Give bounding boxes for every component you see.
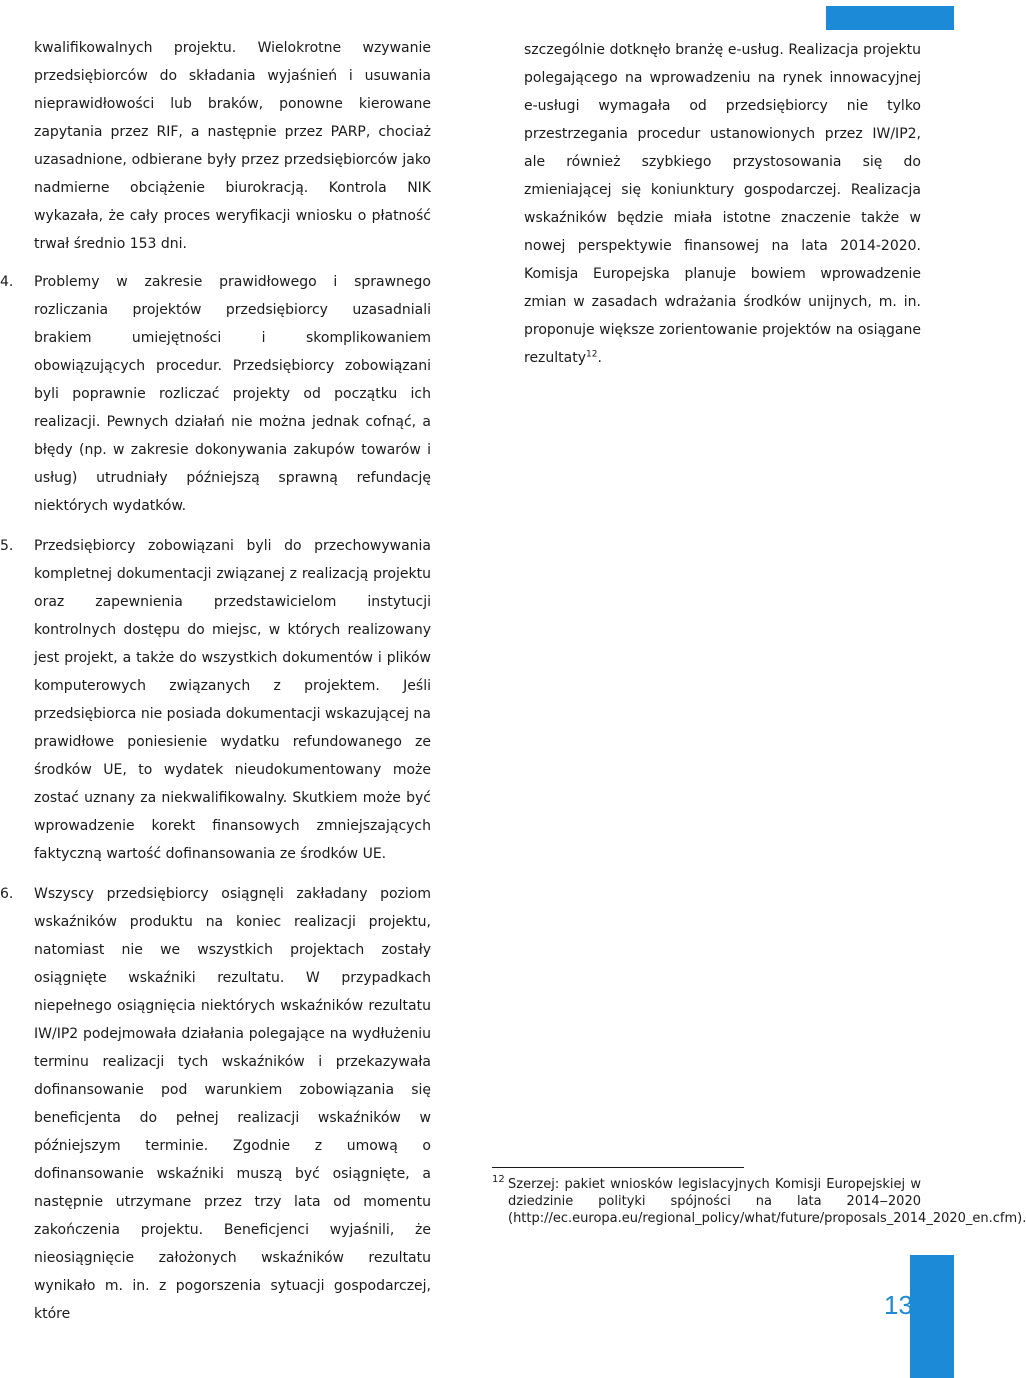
list-item-number: 5. [0,538,14,554]
list-item-text: Przedsiębiorcy zobowiązani byli do przechowywania kompletnej dokumentacji związanej z realizacją projektu oraz zapewnienia przedstawicielom instytucji kontrolnych dostępu do miejsc, w których realizowany jest projekt, a także do wszystkich dokumentów i plików komputerowych związanych z projektem. Jeśli przedsiębiorca nie posiada dokumentacji wskazującej na prawidłowe poniesienie wydatku refundowanego ze środków UE, to wydatek nieudokumentowany może zostać uznany za niekwalifikowalny. Skutkiem może być wprowadzenie korekt finansowych zmniejszających faktyczną wartość dofinansowania ze środków UE. [34,538,431,862]
list-item [0,880,431,1328]
page-number: 13 [884,1290,913,1320]
footnote-reference[interactable]: 12 [586,349,598,360]
page-number-accent-bar [910,1255,954,1378]
right-paragraph [524,36,921,372]
footnote [492,1174,1026,1227]
list-item-number: 6. [0,886,14,902]
list-item-text: Wszyscy przedsiębiorcy osiągnęli zakładany poziom wskaźników produktu na koniec realizacji projektu, natomiast nie we wszystkich projektach zostały osiągnięte wskaźniki rezultatu. W przypadkach niepełnego osiągnięcia niektórych wskaźników rezultatu IW/IP2 podejmowała działania polegające na wydłużeniu terminu realizacji tych wskaźników i przekazywała dofinansowanie pod warunkiem zobowiązania się beneficjenta do pełnej realizacji wskaźników w późniejszym terminie. Zgodnie z umową o dofinansowanie wskaźniki muszą być osiągnięte, a następnie utrzymane przez trzy lata od momentu zakończenia projektu. Beneficjenci wyjaśnili, że nieosiągnięcie założonych wskaźników rezultatu wynikało m. in. z pogorszenia sytuacji gospodarczej, które [34,886,431,1322]
right-paragraph-text: szczególnie dotknęło branżę e-usług. Realizacja projektu polegającego na wprowadzeniu na rynek innowacyjnej e-usługi wymagała od przedsiębiorcy nie tylko przestrzegania procedur ustanowionych przez IW/IP2, ale również szybkiego przystosowania się do zmieniającej się koniunktury gospodarczej. Realizacja wskaźników będzie miała istotne znaczenie także w nowej perspektywie finansowej na lata 2014-2020. Komisja Europejska planuje bowiem wprowadzenie zmian w zasadach wdrażania środków unijnych, m. in. proponuje większe zorientowanie projektów na osiągane rezultaty [524,42,921,366]
footnote-mark: 12 [492,1174,505,1185]
footnote-divider [492,1167,744,1168]
list-item-number: 4. [0,274,14,290]
list-item-text: Problemy w zakresie prawidłowego i sprawnego rozliczania projektów przedsiębiorcy uzasadniali brakiem umiejętności i skomplikowaniem obowiązujących procedur. Przedsiębiorcy zobowiązani byli poprawnie rozliczać projekty od początku ich realizacji. Pewnych działań nie można jednak cofnąć, a błędy (np. w zakresie dokonywania zakupów towarów i usług) utrudniały późniejszą sprawną refundację niektórych wydatków. [34,274,431,514]
header-accent-bar [826,6,954,30]
intro-paragraph: kwalifikowalnych projektu. Wielokrotne wzywanie przedsiębiorców do składania wyjaśnień i usuwania nieprawidłowości lub braków, ponowne kierowane zapytania przez RIF, a następnie przez PARP, chociaż uzasadnione, odbierane były przez przedsiębiorców jako nadmierne obciążenie biurokracją. Kontrola NIK wykazała, że cały proces weryfikacji wniosku o płatność trwał średnio 153 dni. [34,40,431,252]
footnote-text: Szerzej: pakiet wniosków legislacyjnych Komisji Europejskiej w dziedzinie polityki spójności na lata 2014‒2020 (http://ec.europa.eu/regional_policy/what/future/proposals_2014_2020_en.cfm). [508,1177,1026,1226]
list-item [0,532,431,868]
left-text-column [0,34,431,1328]
right-paragraph-tail: . [597,350,602,366]
right-text-column [524,36,921,372]
list-item [0,268,431,520]
